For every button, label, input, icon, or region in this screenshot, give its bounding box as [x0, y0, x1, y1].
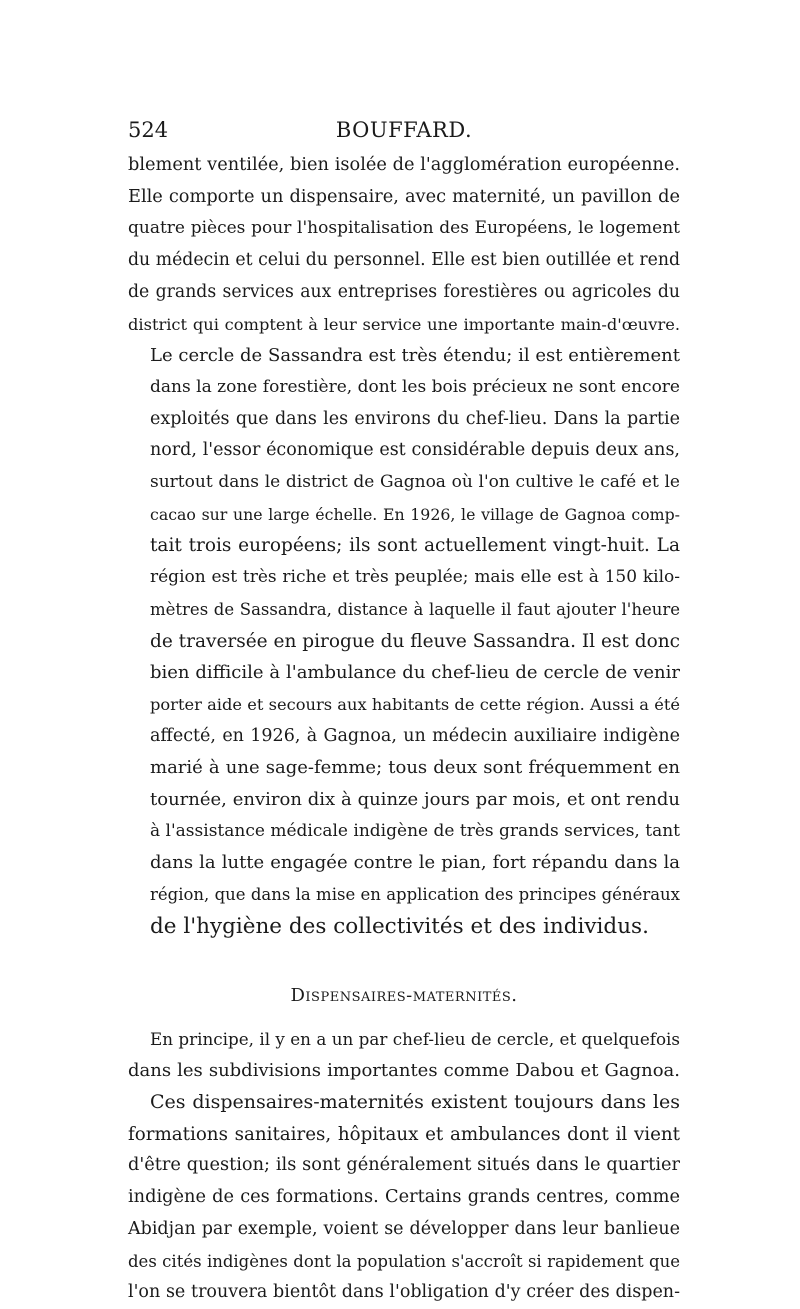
paragraph [128, 150, 680, 340]
text-line: région est très riche et très peuplée; mais elle est à 150 kilo- [150, 567, 680, 588]
text-line: formations sanitaires, hôpitaux et ambulances dont il vient [128, 1123, 680, 1145]
text-line: tait trois européens; ils sont actuellement vingt-huit. La [150, 535, 680, 557]
text-line: Ces dispensaires-maternités existent toujours dans les [150, 1090, 680, 1113]
text-line: tournée, environ dix à quinze jours par mois, et ont rendu [150, 789, 680, 811]
text-line: porter aide et secours aux habitants de cette région. Aussi a été [150, 694, 680, 714]
body-text-bottom [128, 1024, 680, 1309]
paragraph [128, 1087, 680, 1309]
text-line: des cités indigènes dont la population s'accroît si rapidement que [128, 1251, 680, 1271]
text-line: mètres de Sassandra, distance à laquelle il faut ajouter l'heure [150, 599, 680, 619]
text-line: dans la zone forestière, dont les bois précieux ne sont encore [150, 376, 680, 397]
text-line: du médecin et celui du personnel. Elle est bien outillée et rend [128, 250, 680, 271]
text-line: cacao sur une large échelle. En 1926, le village de Gagnoa comp- [150, 504, 680, 524]
text-line: l'on se trouvera bientôt dans l'obligation d'y créer des dispen- [128, 1282, 680, 1303]
text-line: En principe, il y en a un par chef-lieu de cercle, et quelquefois [150, 1028, 680, 1049]
document-page [128, 118, 680, 1309]
text-line: district qui comptent à leur service une importante main-d'œuvre. [128, 314, 680, 334]
text-line: Elle comporte un dispensaire, avec maternité, un pavillon de [128, 186, 680, 207]
section-heading: Dispensaires-maternités. [290, 984, 518, 1006]
running-head: BOUFFARD. [335, 118, 473, 142]
text-line: dans les subdivisions importantes comme Dabou et Gagnoa. [128, 1060, 680, 1082]
text-line: exploités que dans les environs du chef-lieu. Dans la partie [150, 408, 680, 429]
page-number: 524 [128, 118, 169, 142]
text-line: de traversée en pirogue du fleuve Sassandra. Il est donc [150, 630, 680, 652]
text-line: quatre pièces pour l'hospitalisation des Européens, le logement [128, 218, 680, 239]
text-line: nord, l'essor économique est considérable depuis deux ans, [150, 440, 680, 461]
text-line: de l'hygiène des collectivités et des individus. [150, 913, 649, 939]
page-header [128, 118, 680, 150]
paragraph [128, 1024, 680, 1087]
text-line: blement ventilée, bien isolée de l'agglomération européenne. [128, 155, 680, 175]
text-line: de grands services aux entreprises forestières ou agricoles du [128, 281, 680, 302]
text-line: d'être question; ils sont généralement situés dans le quartier [128, 1155, 680, 1176]
text-line: région, que dans la mise en application des principes généraux [150, 885, 680, 905]
text-line: indigène de ces formations. Certains grands centres, comme [128, 1187, 680, 1208]
text-line: Abidjan par exemple, voient se développer dans leur banlieue [128, 1218, 680, 1239]
text-line: dans la lutte engagée contre le pian, fort répandu dans la [150, 852, 680, 874]
text-line: bien difficile à l'ambulance du chef-lieu de cercle de venir [150, 662, 680, 684]
text-line: affecté, en 1926, à Gagnoa, un médecin auxiliaire indigène [150, 725, 680, 746]
text-line: à l'assistance médicale indigène de très grands services, tant [150, 820, 680, 841]
text-line: marié à une sage-femme; tous deux sont fréquemment en [150, 757, 680, 779]
body-text-top [128, 150, 680, 943]
text-line: Le cercle de Sassandra est très étendu; il est entièrement [150, 345, 680, 367]
paragraph [128, 340, 680, 942]
text-line: surtout dans le district de Gagnoa où l'on cultive le café et le [150, 472, 680, 493]
